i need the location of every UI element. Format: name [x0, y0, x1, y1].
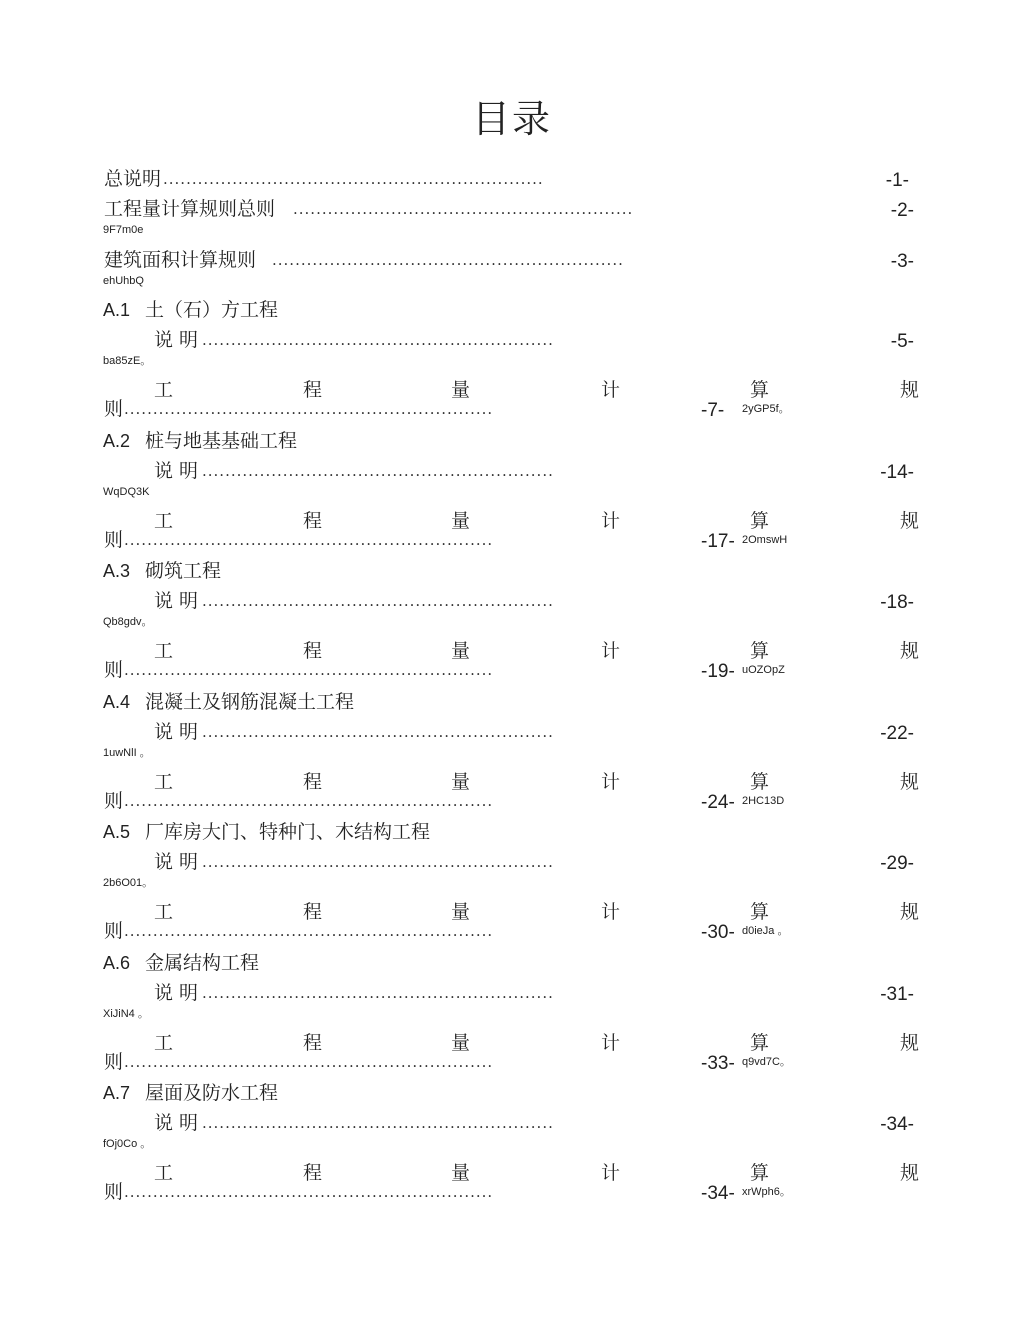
rules-char: 程 — [303, 771, 323, 793]
dot-leader: ............................................................. — [272, 251, 624, 269]
rules-char: 量 — [451, 640, 471, 662]
section-title[interactable]: 桩与地基基础工程 — [145, 430, 298, 452]
dot-leader: ................................................................ — [124, 1183, 494, 1201]
dot-leader: ................................................................ — [124, 1053, 494, 1071]
toc-label-rules[interactable]: 则 — [104, 398, 124, 420]
toc-label-rules[interactable]: 则 — [104, 920, 124, 942]
rules-char: 规 — [900, 640, 920, 662]
entry-code: q9vd7C。 — [742, 1056, 791, 1068]
page-number: -17- — [701, 531, 735, 552]
rules-char: 算 — [750, 1162, 770, 1184]
rules-char: 量 — [451, 1032, 471, 1054]
dot-leader: ................................................................ — [124, 531, 494, 549]
page-number: -18- — [880, 592, 914, 613]
entry-code: 2b6O01。 — [103, 877, 154, 889]
toc-label-rules[interactable]: 则 — [104, 790, 124, 812]
rules-char: 算 — [750, 379, 770, 401]
rules-char: 计 — [601, 1162, 621, 1184]
section-number: A.5 — [103, 822, 131, 842]
page-number: -5- — [890, 331, 914, 352]
rules-char: 工 — [154, 1032, 174, 1054]
rules-char: 量 — [451, 379, 471, 401]
rules-char: 规 — [900, 1162, 920, 1184]
rules-char: 算 — [750, 771, 770, 793]
page-number: -22- — [880, 723, 914, 744]
section-number: A.2 — [103, 431, 131, 451]
dot-leader: ............................................................. — [202, 592, 554, 610]
page-number: -31- — [880, 984, 914, 1005]
page-number: -14- — [880, 462, 914, 483]
rules-char: 计 — [601, 771, 621, 793]
toc-label-rules[interactable]: 则 — [104, 529, 124, 551]
dot-leader: ............................................................. — [202, 853, 554, 871]
rules-char: 工 — [154, 1162, 174, 1184]
section-title[interactable]: 屋面及防水工程 — [145, 1082, 279, 1104]
entry-code: d0ieJa 。 — [742, 925, 789, 937]
rules-char: 算 — [750, 1032, 770, 1054]
rules-char: 计 — [601, 510, 621, 532]
rules-char: 程 — [303, 510, 323, 532]
section-title[interactable]: 砌筑工程 — [145, 560, 222, 582]
rules-char: 规 — [900, 771, 920, 793]
entry-code: WqDQ3K — [103, 486, 150, 498]
dot-leader: ................................................................ — [124, 400, 494, 418]
rules-char: 计 — [601, 379, 621, 401]
rules-char: 工 — [154, 379, 174, 401]
section-number: A.3 — [103, 561, 131, 581]
page-number: -24- — [701, 792, 735, 813]
entry-code: Qb8gdv。 — [103, 616, 153, 628]
page-title: 目录 — [471, 97, 552, 141]
dot-leader: ........................................................... — [293, 200, 634, 218]
toc-label-area-rules[interactable]: 建筑面积计算规则 — [104, 249, 257, 271]
dot-leader: ................................................................ — [124, 792, 494, 810]
toc-label-explain[interactable]: 说 明 — [154, 460, 199, 482]
rules-char: 算 — [750, 640, 770, 662]
page-number: -33- — [701, 1053, 735, 1074]
rules-char: 量 — [451, 901, 471, 923]
rules-char: 算 — [750, 510, 770, 532]
rules-char: 工 — [154, 640, 174, 662]
toc-label-explain[interactable]: 说 明 — [154, 1112, 199, 1134]
rules-char: 计 — [601, 1032, 621, 1054]
rules-char: 量 — [451, 510, 471, 532]
entry-code: ba85zE。 — [103, 355, 152, 367]
toc-label-general[interactable]: 总说明 — [104, 168, 162, 190]
section-number: A.4 — [103, 692, 131, 712]
toc-label-rules[interactable]: 则 — [104, 659, 124, 681]
toc-label-explain[interactable]: 说 明 — [154, 851, 199, 873]
entry-code: 2HC13D — [742, 795, 785, 807]
toc-label-rules[interactable]: 则 — [104, 1051, 124, 1073]
entry-code: 2OmswH — [742, 534, 788, 546]
page-number: -30- — [701, 922, 735, 943]
rules-char: 程 — [303, 640, 323, 662]
rules-char: 计 — [601, 640, 621, 662]
dot-leader: ................................................................ — [124, 661, 494, 679]
rules-char: 量 — [451, 1162, 471, 1184]
toc-label-calc-rules-general[interactable]: 工程量计算规则总则 — [104, 198, 276, 220]
rules-char: 程 — [303, 1162, 323, 1184]
rules-char: 算 — [750, 901, 770, 923]
page-number: -2- — [890, 200, 914, 221]
dot-leader: ............................................................. — [202, 984, 554, 1002]
entry-code: 2yGP5f。 — [742, 403, 790, 415]
toc-label-explain[interactable]: 说 明 — [154, 982, 199, 1004]
toc-label-rules[interactable]: 则 — [104, 1181, 124, 1203]
section-number: A.6 — [103, 953, 131, 973]
entry-code: 9F7m0e — [103, 224, 144, 236]
toc-label-explain[interactable]: 说 明 — [154, 329, 199, 351]
rules-char: 计 — [601, 901, 621, 923]
page-number: -3- — [890, 251, 914, 272]
rules-char: 规 — [900, 510, 920, 532]
section-number: A.7 — [103, 1083, 131, 1103]
rules-char: 程 — [303, 1032, 323, 1054]
entry-code: xrWph6。 — [742, 1186, 791, 1198]
rules-char: 规 — [900, 1032, 920, 1054]
section-title[interactable]: 厂库房大门、特种门、木结构工程 — [145, 821, 431, 843]
rules-char: 量 — [451, 771, 471, 793]
page-number: -34- — [701, 1183, 735, 1204]
dot-leader: ............................................................. — [202, 462, 554, 480]
toc-label-explain[interactable]: 说 明 — [154, 721, 199, 743]
rules-char: 工 — [154, 510, 174, 532]
section-title[interactable]: 土（石）方工程 — [145, 299, 279, 321]
rules-char: 工 — [154, 771, 174, 793]
section-title[interactable]: 混凝土及钢筋混凝土工程 — [145, 691, 355, 713]
rules-char: 程 — [303, 901, 323, 923]
page-number: -19- — [701, 661, 735, 682]
entry-code: uOZOpZ — [742, 664, 785, 676]
entry-code: 1uwNlI 。 — [103, 747, 151, 759]
dot-leader: .................................................................. — [163, 170, 544, 188]
section-number: A.1 — [103, 300, 131, 320]
dot-leader: ............................................................. — [202, 331, 554, 349]
page-number: -29- — [880, 853, 914, 874]
dot-leader: ................................................................ — [124, 922, 494, 940]
entry-code: XiJiN4 。 — [103, 1008, 149, 1020]
rules-char: 规 — [900, 901, 920, 923]
dot-leader: ............................................................. — [202, 723, 554, 741]
section-title[interactable]: 金属结构工程 — [145, 952, 260, 974]
entry-code: ehUhbQ — [103, 275, 144, 287]
page-number: -1- — [885, 170, 909, 191]
rules-char: 程 — [303, 379, 323, 401]
dot-leader: ............................................................. — [202, 1114, 554, 1132]
toc-label-explain[interactable]: 说 明 — [154, 590, 199, 612]
rules-char: 工 — [154, 901, 174, 923]
rules-char: 规 — [900, 379, 920, 401]
entry-code: fOj0Co 。 — [103, 1138, 152, 1150]
page-number: -7- — [701, 400, 725, 421]
page-number: -34- — [880, 1114, 914, 1135]
